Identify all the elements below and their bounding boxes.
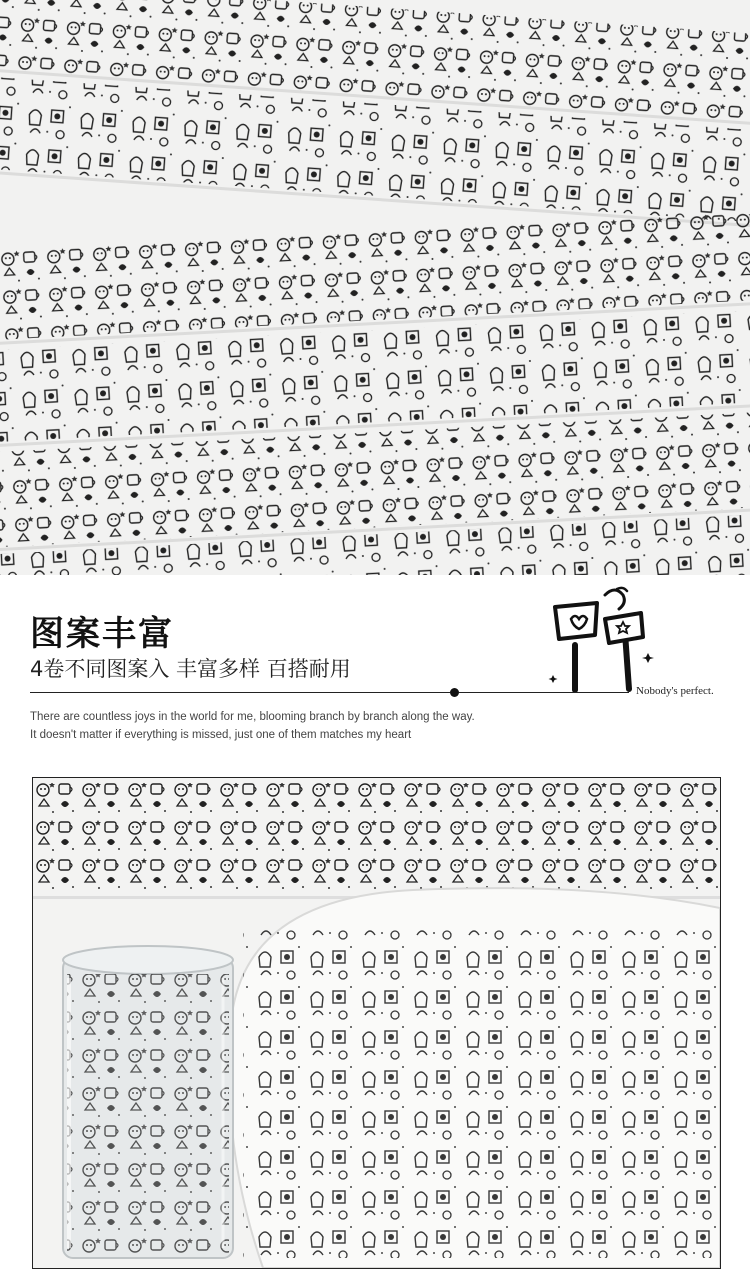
- divider-dot: [450, 688, 459, 697]
- description-line-1: There are countless joys in the world for me, blooming branch by branch along the way.: [30, 711, 475, 723]
- page-title: 图案丰富: [30, 614, 174, 654]
- tape-strips-illustration: [0, 0, 750, 575]
- divider-line-right: [459, 692, 629, 693]
- divider-line: [30, 692, 450, 693]
- tape-roll-photo: [32, 777, 721, 1269]
- tape-roll-illustration: [33, 778, 720, 1268]
- page-subtitle: 4卷不同图案入 丰富多样 百搭耐用: [30, 657, 351, 681]
- tape-strips-photo: [0, 0, 750, 575]
- description-line-2: It doesn't matter if everything is missed, just one of them matches my heart: [30, 729, 412, 741]
- signpost-doodle-icon: [545, 585, 660, 695]
- slogan-text: Nobody's perfect.: [636, 685, 714, 697]
